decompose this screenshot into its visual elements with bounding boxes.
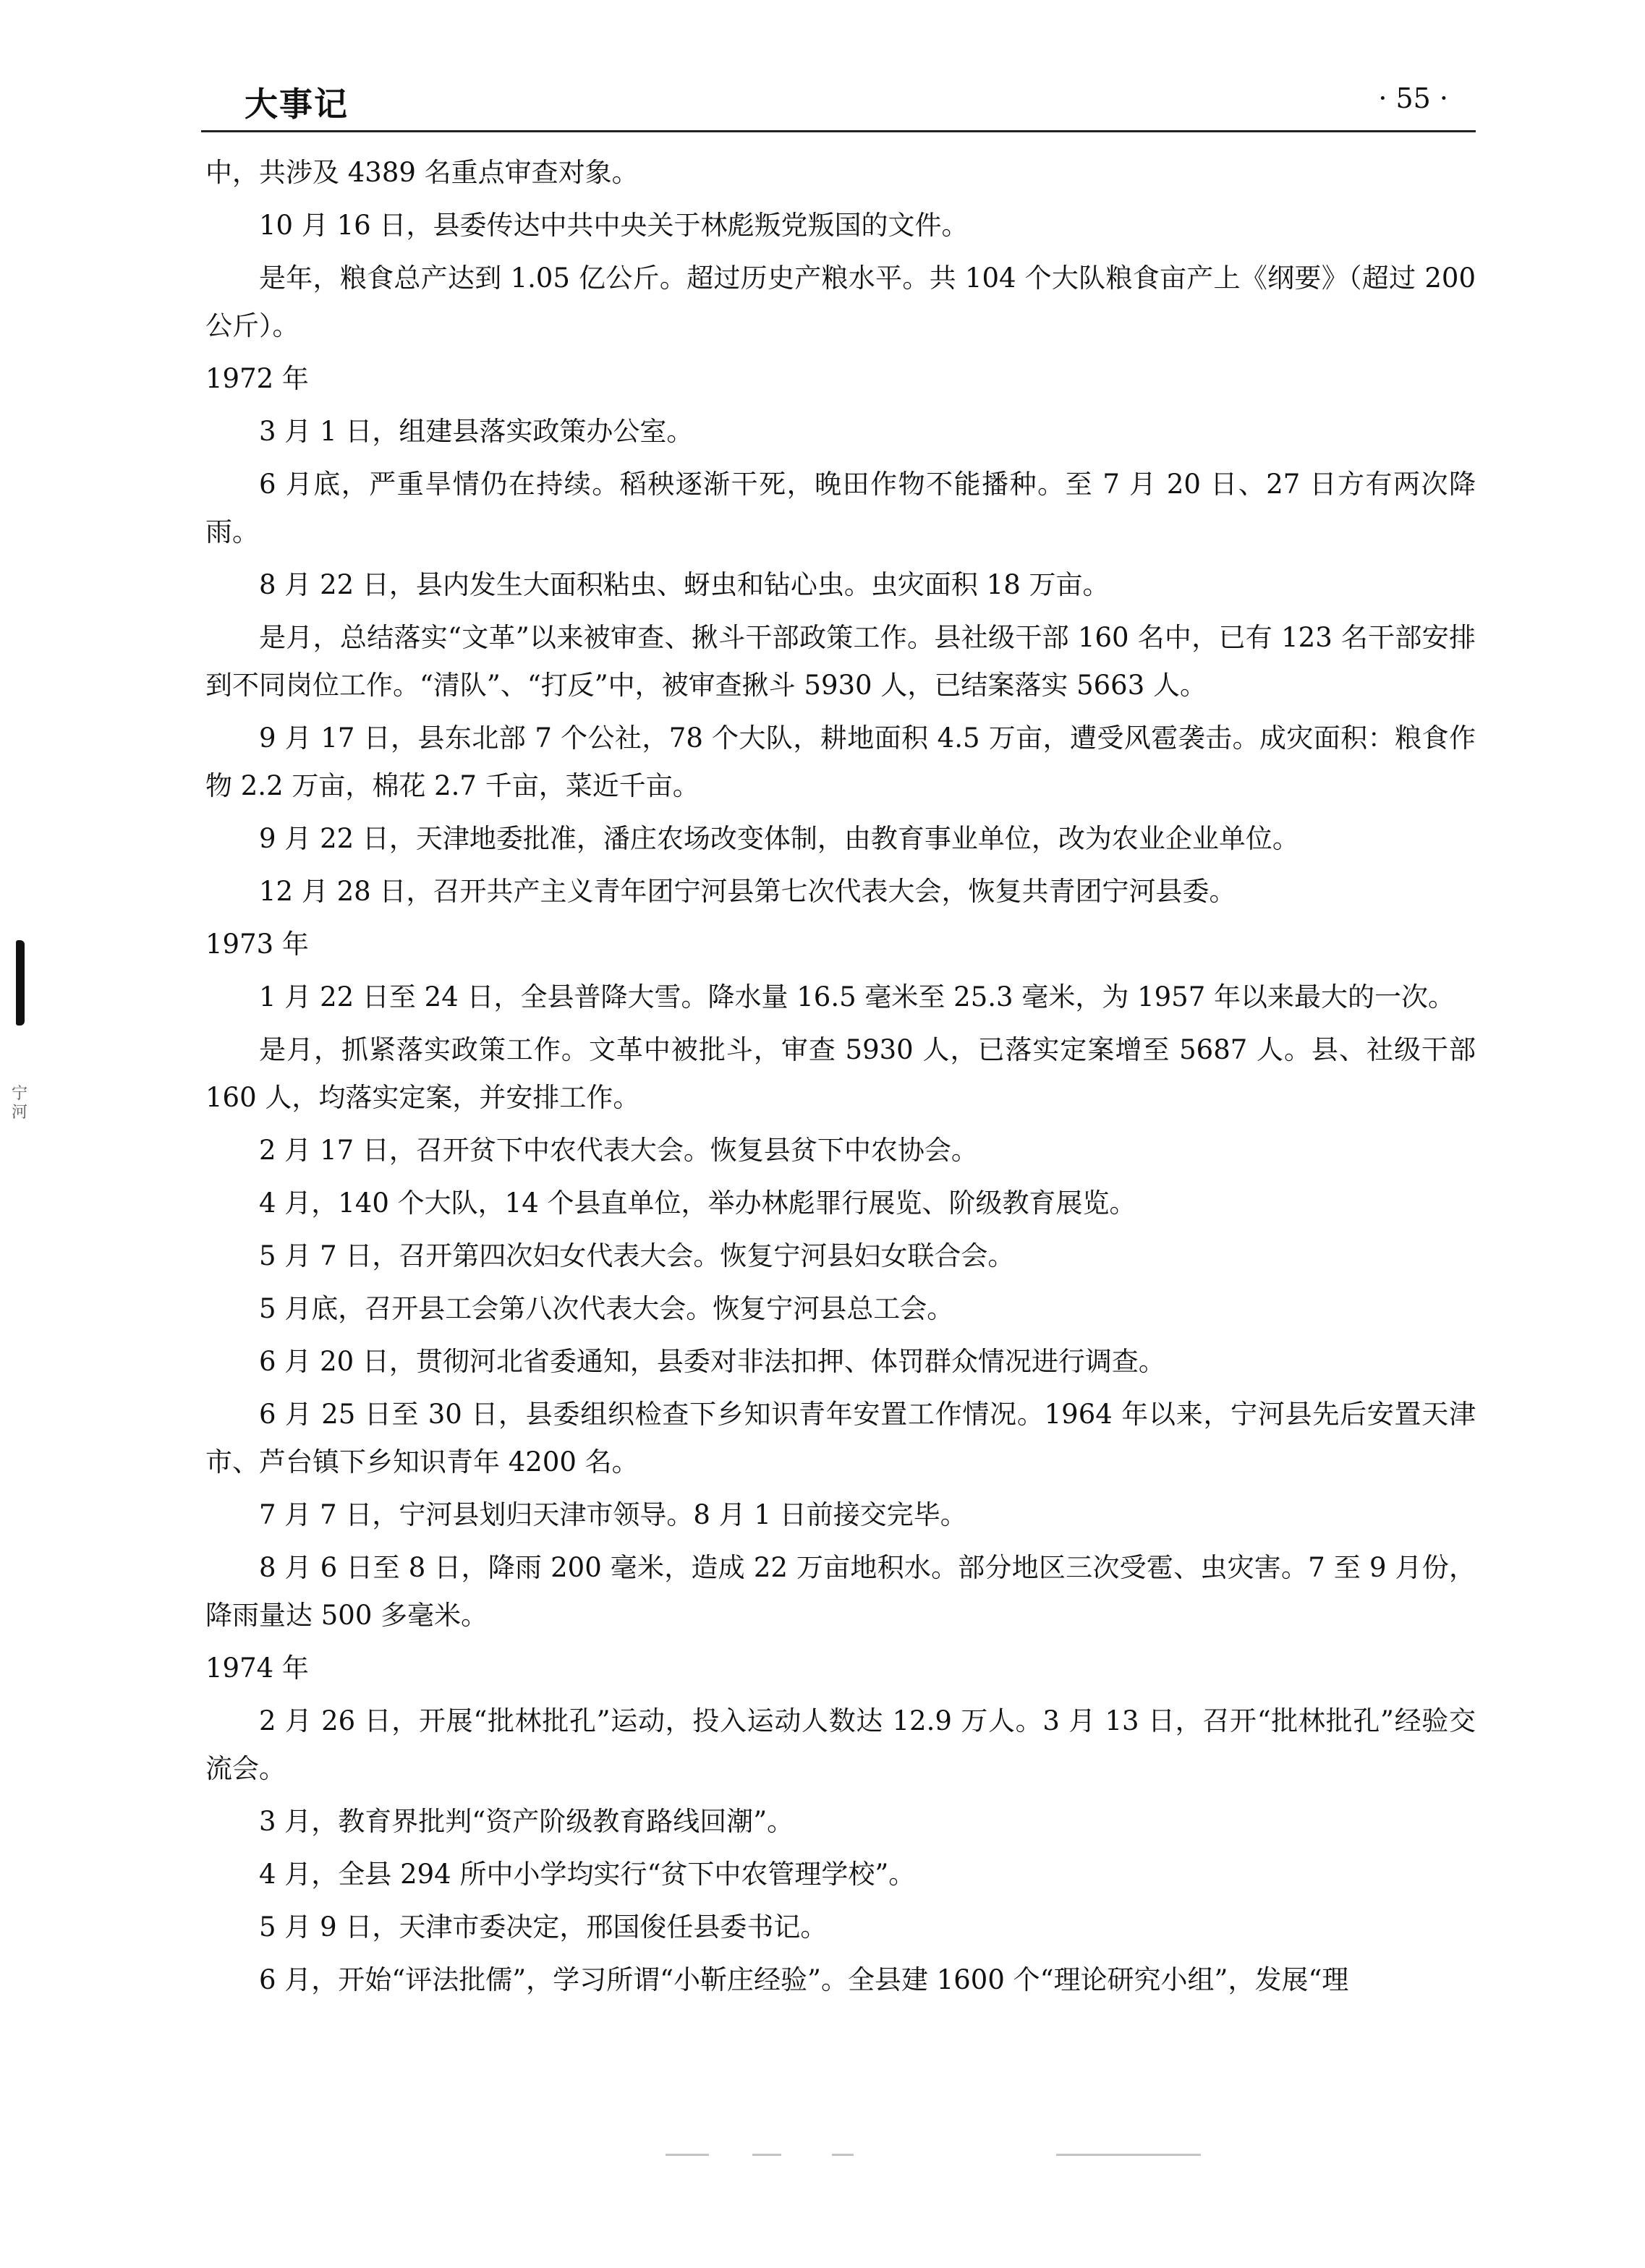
paragraph: 6 月 25 日至 30 日，县委组织检查下乡知识青年安置工作情况。1964 年以来，宁河县先后安置天津市、芦台镇下乡知识青年 4200 名。	[205, 1399, 1476, 1478]
paragraph: 中，共涉及 4389 名重点审查对象。	[205, 157, 639, 188]
chronicle-body	[205, 149, 1476, 2009]
year-heading: 1974 年	[205, 1653, 309, 1684]
header-rule	[201, 130, 1476, 132]
scan-speck	[666, 2154, 709, 2156]
paragraph: 是月，总结落实“文革”以来被审查、揪斗干部政策工作。县社级干部 160 名中，已有 123 名干部安排到不同岗位工作。“清队”、“打反”中，被审查揪斗 5930 人，已结案落实 5663 人。	[205, 622, 1476, 701]
scan-speck	[832, 2154, 854, 2156]
paragraph: 4 月，全县 294 所中小学均实行“贫下中农管理学校”。	[259, 1859, 916, 1890]
year-heading: 1972 年	[205, 363, 309, 394]
scan-speck	[1056, 2154, 1201, 2156]
running-title: 大事记	[245, 85, 349, 124]
paragraph: 7 月 7 日，宁河县划归天津市领导。8 月 1 日前接交完毕。	[259, 1499, 967, 1530]
page-number: · 55 ·	[1378, 82, 1448, 114]
paragraph: 8 月 22 日，县内发生大面积粘虫、蚜虫和钻心虫。虫灾面积 18 万亩。	[259, 569, 1110, 600]
paragraph: 5 月底，召开县工会第八次代表大会。恢复宁河县总工会。	[259, 1293, 954, 1324]
paragraph: 8 月 6 日至 8 日，降雨 200 毫米，造成 22 万亩地积水。部分地区三次受雹、虫灾害。7 至 9 月份，降雨量达 500 多毫米。	[205, 1552, 1476, 1631]
paragraph: 是年，粮食总产达到 1.05 亿公斤。超过历史产粮水平。共 104 个大队粮食亩产上《纲要》（超过 200 公斤）。	[205, 263, 1476, 341]
scan-speck	[752, 2154, 781, 2156]
paragraph: 6 月 20 日，贯彻河北省委通知，县委对非法扣押、体罚群众情况进行调查。	[259, 1346, 1165, 1377]
page-header	[201, 72, 1476, 130]
paragraph: 6 月底，严重旱情仍在持续。稻秧逐渐干死，晚田作物不能播种。至 7 月 20 日、27 日方有两次降雨。	[205, 469, 1476, 547]
paragraph: 3 月 1 日，组建县落实政策办公室。	[259, 416, 694, 447]
paragraph: 4 月，140 个大队，14 个县直单位，举办林彪罪行展览、阶级教育展览。	[259, 1188, 1136, 1219]
year-heading: 1973 年	[205, 929, 309, 960]
paragraph: 1 月 22 日至 24 日，全县普降大雪。降水量 16.5 毫米至 25.3 毫米，为 1957 年以来最大的一次。	[259, 981, 1455, 1012]
paragraph: 5 月 7 日，召开第四次妇女代表大会。恢复宁河县妇女联合会。	[259, 1240, 1015, 1271]
paragraph: 是月，抓紧落实政策工作。文革中被批斗，审查 5930 人，已落实定案增至 5687 人。县、社级干部 160 人，均落实定案，并安排工作。	[205, 1034, 1476, 1113]
paragraph: 3 月，教育界批判“资产阶级教育路线回潮”。	[259, 1806, 794, 1837]
paragraph: 9 月 17 日，县东北部 7 个公社，78 个大队，耕地面积 4.5 万亩，遭受风雹袭击。成灾面积：粮食作物 2.2 万亩，棉花 2.7 千亩，菜近千亩。	[205, 722, 1476, 801]
paragraph: 10 月 16 日，县委传达中共中央关于林彪叛党叛国的文件。	[259, 210, 969, 241]
paragraph: 5 月 9 日，天津市委决定，邢国俊任县委书记。	[259, 1911, 828, 1943]
paragraph: 2 月 17 日，召开贫下中农代表大会。恢复县贫下中农协会。	[259, 1135, 978, 1166]
paragraph: 2 月 26 日，开展“批林批孔”运动，投入运动人数达 12.9 万人。3 月 13 日，召开“批林批孔”经验交流会。	[205, 1705, 1476, 1784]
paragraph: 12 月 28 日，召开共产主义青年团宁河县第七次代表大会，恢复共青团宁河县委。	[259, 876, 1236, 907]
scan-margin-bar	[16, 940, 25, 1026]
paragraph: 9 月 22 日，天津地委批准，潘庄农场改变体制，由教育事业单位，改为农业企业单位。	[259, 823, 1299, 854]
margin-mark: 宁河	[12, 1085, 28, 1122]
paragraph: 6 月，开始“评法批儒”，学习所谓“小靳庄经验”。全县建 1600 个“理论研究小组”，发展“理	[259, 1964, 1349, 1995]
